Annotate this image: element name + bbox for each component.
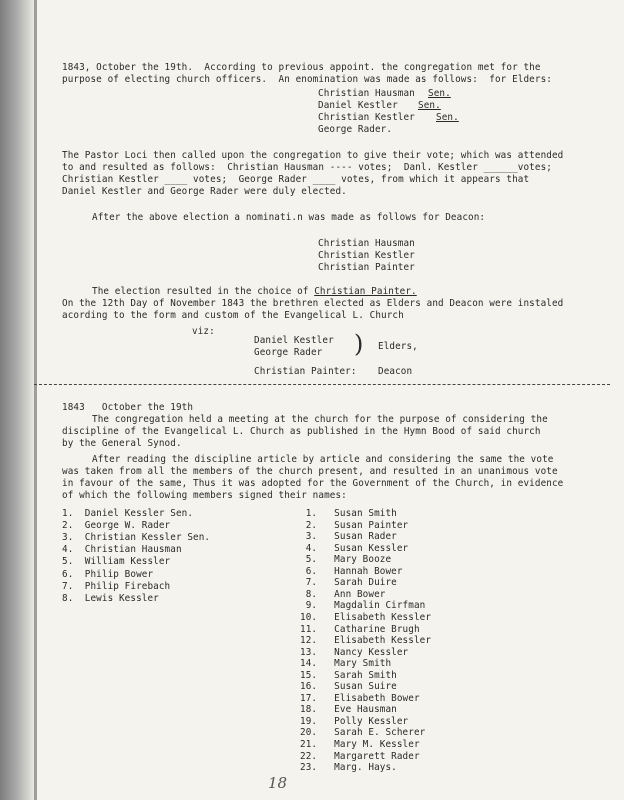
member-entry: 22. Margarett Rader bbox=[300, 750, 420, 762]
vote-line: The Pastor Loci then called upon the congregation to give their vote; which was attended bbox=[62, 150, 564, 161]
elder-suffix: Sen. bbox=[436, 112, 459, 123]
meeting-line: of which the following members signed their names: bbox=[62, 490, 347, 501]
member-entry: 2. Susan Painter bbox=[300, 519, 409, 531]
intro-line-2: purpose of electing church officers. An enomination was made as follows: for Elders: bbox=[62, 74, 552, 85]
member-entry: 4. Susan Kessler bbox=[300, 542, 409, 554]
member-entry: 6. Hannah Bower bbox=[300, 565, 403, 577]
member-entry: 10. Elisabeth Kessler bbox=[300, 611, 432, 623]
member-entry: 17. Elisabeth Bower bbox=[300, 692, 420, 704]
member-entry: 5. William Kessler bbox=[62, 556, 171, 568]
member-entry: 19. Polly Kessler bbox=[300, 715, 409, 727]
member-entry: 8. Lewis Kessler bbox=[62, 592, 159, 604]
member-entry: 3. Christian Kessler Sen. bbox=[62, 532, 211, 544]
member-entry: 21. Mary M. Kessler bbox=[300, 739, 420, 750]
member-entry: 18. Eve Hausman bbox=[300, 704, 397, 716]
member-entry: 20. Sarah E. Scherer bbox=[300, 727, 426, 739]
meeting-line: was taken from all the members of the church present, and resulted in an unanimous vote bbox=[62, 466, 558, 477]
elder-suffix: Sen. bbox=[428, 88, 451, 99]
member-entry: 11. Catharine Brugh bbox=[300, 623, 420, 635]
member-entry: 9. Magdalin Cirfman bbox=[300, 600, 426, 612]
meeting-line: The congregation held a meeting at the church for the purpose of considering the bbox=[92, 414, 548, 425]
elder-suffix: Sen. bbox=[418, 100, 441, 111]
vote-line: Daniel Kestler and George Rader were duly elected. bbox=[62, 186, 347, 197]
member-entry: 23. Marg. Hays. bbox=[300, 762, 397, 774]
member-entry: 14. Mary Smith bbox=[300, 658, 392, 670]
page-number: 18 bbox=[268, 774, 288, 792]
binding-edge bbox=[0, 0, 36, 800]
elder-nominee: Daniel Kestler bbox=[318, 100, 398, 111]
meeting-line: by the General Synod. bbox=[62, 438, 182, 449]
elected-deacon: Christian Painter: bbox=[254, 366, 357, 377]
member-entry: 7. Sarah Duire bbox=[300, 577, 397, 589]
meeting-line: After reading the discipline article by article and considering the same the vote bbox=[92, 454, 554, 465]
member-entry: 13. Nancy Kessler bbox=[300, 646, 409, 658]
elder-nominee: Christian Hausman bbox=[318, 88, 415, 99]
brace-symbol: ) bbox=[354, 330, 364, 358]
deacon-label: Deacon bbox=[378, 366, 413, 377]
member-entry: 4. Christian Hausman bbox=[62, 544, 182, 556]
member-entry: 8. Ann Bower bbox=[300, 588, 386, 600]
member-entry: 16. Susan Suire bbox=[300, 681, 397, 693]
elected-elder: Daniel Kestler bbox=[254, 335, 334, 346]
meeting-line: in favour of the same, Thus it was adopted for the Government of the Church, in evidence bbox=[62, 478, 564, 489]
deacon-nominee: Christian Kestler bbox=[318, 250, 415, 261]
deacon-intro: After the above election a nominati.n was made as follows for Deacon: bbox=[92, 212, 486, 223]
viz-label: viz: bbox=[192, 326, 215, 337]
section-divider bbox=[34, 384, 610, 385]
elder-nominee: Christian Kestler bbox=[318, 112, 415, 123]
member-entry: 3. Susan Rader bbox=[300, 531, 397, 543]
member-entry: 2. George W. Rader bbox=[62, 520, 171, 532]
result-prefix: The election resulted in the choice of bbox=[92, 286, 315, 297]
member-entry: 5. Mary Booze bbox=[300, 554, 392, 566]
vote-line: Christian Kestler ____ votes; George Rader ____ votes, from which it appears that bbox=[62, 174, 530, 185]
member-entry: 6. Philip Bower bbox=[62, 568, 154, 580]
election-result bbox=[92, 286, 417, 298]
installed-line: acording to the form and custom of the Evangelical L. Church bbox=[62, 310, 404, 321]
member-entry: 1. Susan Smith bbox=[300, 508, 397, 519]
installed-line: On the 12th Day of November 1843 the brethren elected as Elders and Deacon were instaled bbox=[62, 298, 564, 309]
intro-line-1: 1843, October the 19th. According to previous appoint. the congregation met for the bbox=[62, 62, 541, 73]
meeting-line: discipline of the Evangelical L. Church as published in the Hymn Bood of said church bbox=[62, 426, 541, 437]
elder-nominee: George Rader. bbox=[318, 124, 393, 135]
member-entry: 7. Philip Firebach bbox=[62, 580, 171, 592]
member-entry: 1. Daniel Kessler Sen. bbox=[62, 508, 194, 519]
elected-elder: George Rader bbox=[254, 347, 323, 358]
deacon-nominee: Christian Painter bbox=[318, 262, 415, 273]
result-name: Christian Painter. bbox=[314, 286, 417, 297]
section2-date: 1843 October the 19th bbox=[62, 402, 194, 413]
member-entry: 15. Sarah Smith bbox=[300, 669, 397, 681]
vote-line: to and resulted as follows: Christian Hausman ---- votes; Danl. Kestler ______votes; bbox=[62, 162, 552, 173]
binding-shadow bbox=[34, 0, 37, 800]
member-entry: 12. Elisabeth Kessler bbox=[300, 635, 432, 647]
elders-label: Elders, bbox=[378, 341, 418, 352]
deacon-nominee: Christian Hausman bbox=[318, 238, 415, 249]
